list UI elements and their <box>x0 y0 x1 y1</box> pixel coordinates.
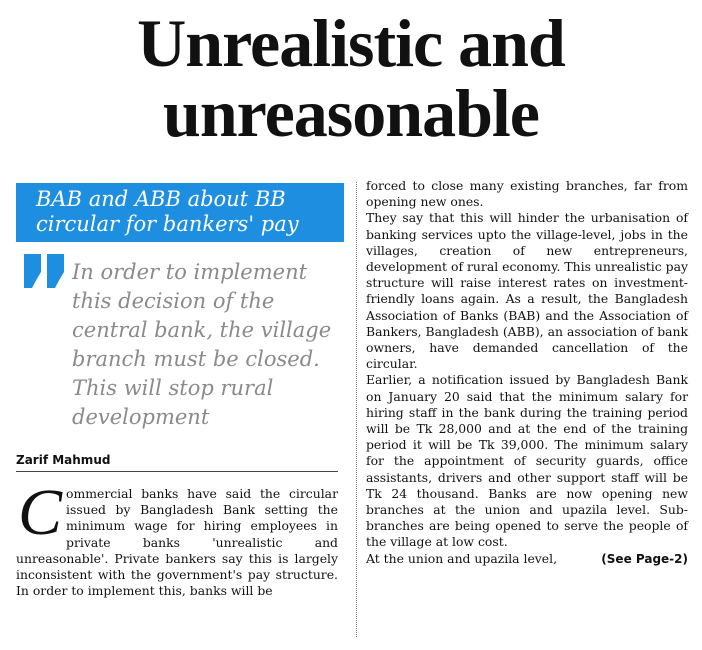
pull-quote-line: this decision of the <box>72 289 275 313</box>
byline: Zarif Mahmud <box>16 453 338 472</box>
article-last-line-text: At the union and upazila level, <box>366 550 558 566</box>
left-column <box>16 183 348 599</box>
pull-quote-line: development <box>72 405 210 429</box>
pull-quote <box>16 254 348 449</box>
article-paragraph: They say that this will hinder the urbanisation of banking services upto the village-level, jobs in the villages, creation of new entrepreneurs, development of rural economy. This unrealistic pay structure will raise interest rates on investment-friendly loans again. As a result, the Bangladesh Association of Banks (BAB) and the Association of Bankers, Bangladesh (ABB), an association of bank owners, have demanded cancellation of the circular. <box>366 210 688 372</box>
pull-quote-line: In order to implement <box>72 260 308 284</box>
right-column <box>366 178 688 567</box>
headline-line-2: unreasonable <box>163 75 539 151</box>
article-text-left: ommercial banks have said the circular issued by Bangladesh Bank setting the minimum wage for hiring employees in private banks 'unrealistic and unreasonable'. Private bankers say this is largely inconsistent with the government's pay structure. In order to implement this, banks will be <box>16 486 338 599</box>
kicker-line-2: circular for bankers' pay <box>36 212 299 236</box>
kicker-box <box>16 183 344 242</box>
column-divider <box>356 182 358 637</box>
article-paragraph: Earlier, a notification issued by Bangladesh Bank on January 20 said that the minimum salary for hiring staff in the bank during the training period will be Tk 28,000 and at the end of the training period it will be Tk 39,000. The minimum salary for the appointment of security guards, office assistants, drivers and other support staff will be Tk 24 thousand. Banks are now opening new branches at the union and upazila level. Sub-branches are being opened to serve the people of the village at low cost. <box>366 372 688 550</box>
drop-cap: C <box>18 476 63 549</box>
article-body-right <box>366 178 688 567</box>
article-paragraph: forced to close many existing branches, far from opening new ones. <box>366 178 688 210</box>
pull-quote-line: branch must be closed. <box>72 347 320 371</box>
headline-line-1: Unrealistic and <box>137 5 565 81</box>
pull-quote-line: This will stop rural <box>72 376 274 400</box>
pull-quote-line: central bank, the village <box>72 318 332 342</box>
see-page-link[interactable]: (See Page-2) <box>601 551 688 566</box>
kicker-line-1: BAB and ABB about BB <box>36 187 286 211</box>
article-body-left <box>16 476 338 599</box>
article-last-line <box>366 551 688 567</box>
pull-quote-text <box>72 258 352 432</box>
quote-mark-icon <box>22 252 68 290</box>
headline <box>0 5 702 151</box>
